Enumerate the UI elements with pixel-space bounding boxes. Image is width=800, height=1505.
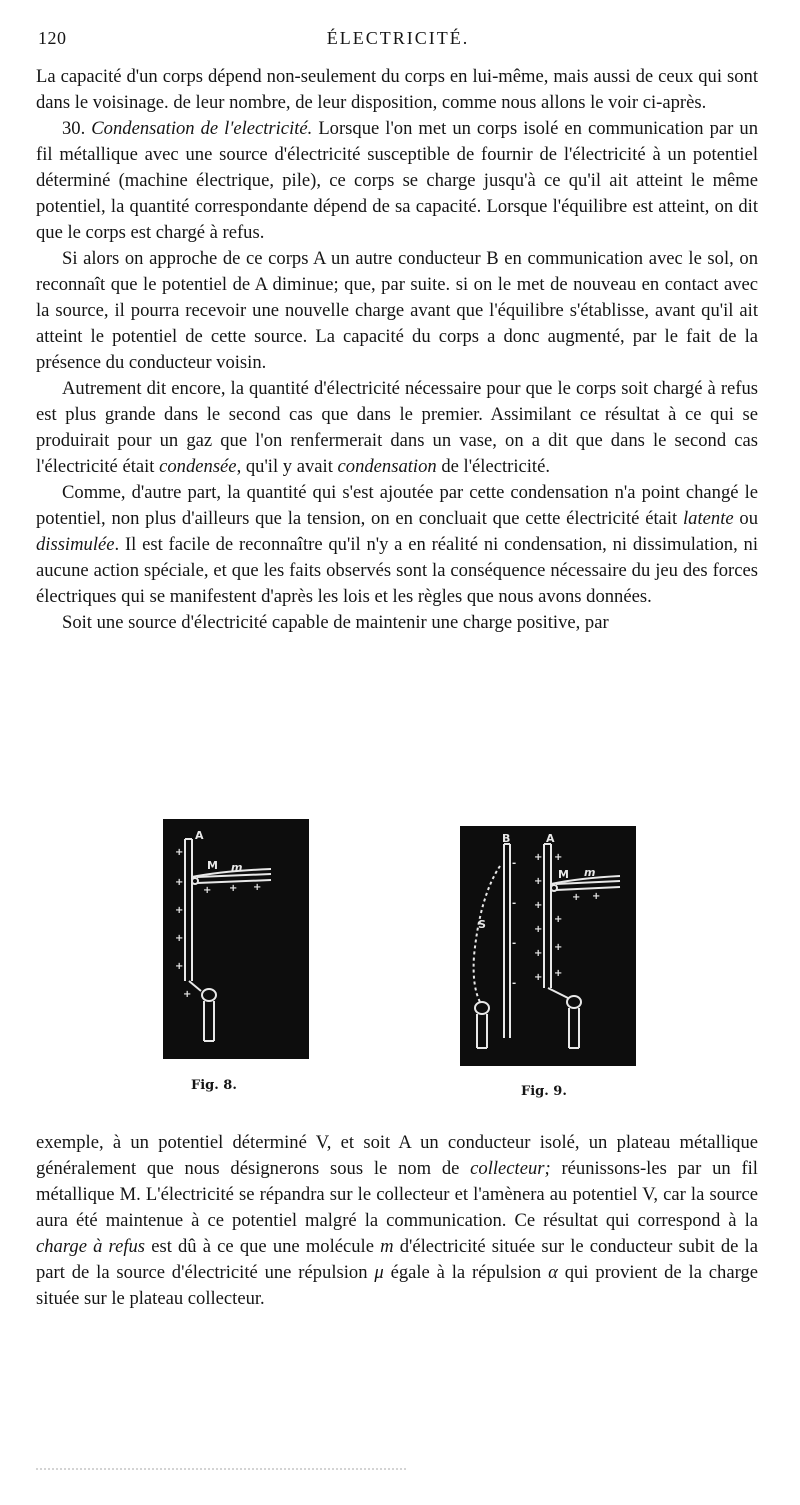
figure-8-caption: Fig. 8.: [191, 1078, 237, 1093]
minus-sign: -: [512, 898, 517, 909]
figure-9-caption: Fig. 9.: [521, 1084, 567, 1099]
paragraph-conductor-b: Si alors on approche de ce corps A un autre conducteur B en communication avec le sol, on reconnaît que le potentiel de A diminue; que, par suite. si on le met de nouveau en contact avec la source, il pourra recevoir une nouvelle charge avant que l'équilibre s'établisse, avant qu'il ait atteint le potentiel de cette source. La capacité du corps a donc augmenté, par le fait de la présence du conducteur voisin.: [36, 248, 758, 373]
label-m-lower: m: [231, 861, 243, 874]
section-number: 30.: [62, 118, 86, 139]
paragraph-section-30: [36, 116, 758, 246]
emphasis-charge-a-refus: charge à refus: [36, 1236, 146, 1257]
emphasis-m: m: [380, 1236, 394, 1257]
text-run: est dû à ce que une molécule: [151, 1236, 374, 1257]
plus-sign: +: [175, 847, 184, 858]
symbol-alpha: α: [548, 1262, 558, 1283]
text-run: qui provient de la charge située sur le plateau collecteur.: [36, 1262, 759, 1309]
text-run: de l'électricité.: [441, 456, 550, 477]
running-title: ÉLECTRICITÉ.: [326, 28, 470, 48]
emphasis-condensation: condensation: [337, 456, 437, 477]
plus-sign: +: [175, 877, 184, 888]
plus-sign: +: [203, 885, 212, 896]
section-title: Condensation de l'electricité.: [91, 118, 313, 139]
text-run: , qu'il y avait: [236, 456, 333, 477]
plus-sign: +: [175, 905, 184, 916]
paragraph-latent: [36, 480, 758, 610]
minus-sign: -: [512, 978, 517, 989]
plus-sign: +: [175, 961, 184, 972]
label-a: A: [195, 829, 204, 842]
label-m-upper: M: [558, 868, 569, 881]
text-run: ou: [739, 508, 758, 529]
paragraph-capacity: La capacité d'un corps dépend non-seulement du corps en lui-même, mais aussi de ceux qui sont dans le voisinage. de leur nombre, de leur disposition, comme nous allons le voir ci-après.: [36, 66, 758, 113]
plus-sign: +: [183, 989, 192, 1000]
emphasis-latente: latente: [683, 508, 734, 529]
label-m-lower: m: [584, 866, 596, 879]
text-run: . Il est facile de reconnaître qu'il n'y a en réalité ni condensation, ni dissimulation, ni aucune action spéciale, et que les faits observés sont la conséquence nécessaire du jeu des forces électriques qui se manifestent d'après les lois et les règles que nous avons données.: [36, 534, 758, 607]
label-b: B: [502, 832, 511, 845]
plus-sign: +: [229, 883, 238, 894]
plus-sign: +: [534, 924, 543, 935]
minus-sign: -: [512, 938, 517, 949]
paragraph-collector: [36, 1130, 758, 1312]
plus-sign: +: [592, 891, 601, 902]
plus-sign: +: [534, 948, 543, 959]
emphasis-condensee: condensée: [159, 456, 237, 477]
page-number: 120: [38, 28, 67, 48]
scan-artifact-line: [36, 1468, 406, 1472]
plus-sign: +: [572, 892, 581, 903]
text-run: égale à la répulsion: [390, 1262, 542, 1283]
plus-sign: +: [554, 968, 563, 979]
text-run: Autrement dit encore, la quantité d'électricité nécessaire pour que le corps soit chargé à refus est plus grande dans le second cas que dans le premier. Assimilant ce résultat à ce qui se produirait pour un gaz que l'on renfermerait dans un vase, on a dit que dans le second cas l'électricité était: [36, 378, 758, 477]
label-m-upper: M: [207, 859, 218, 872]
plus-sign: +: [554, 852, 563, 863]
paragraph-source: Soit une source d'électricité capable de maintenir une charge positive, par: [62, 612, 609, 633]
emphasis-dissimulee: dissimulée: [36, 534, 115, 555]
text-run: Comme, d'autre part, la quantité qui s'est ajoutée par cette condensation n'a point changé le potentiel, non plus d'ailleurs que la tension, on en concluait que cette électricité était: [36, 482, 758, 529]
plus-sign: +: [534, 852, 543, 863]
text-run: d'électricité située sur le conducteur subit de la part de la source d'électricité une répulsion: [36, 1236, 758, 1283]
plus-sign: +: [554, 942, 563, 953]
emphasis-collecteur: collecteur;: [470, 1158, 551, 1179]
body-text-bottom: [36, 1130, 758, 1312]
paragraph-condensation: [36, 376, 758, 480]
figure-8-drawing: [163, 819, 309, 1059]
plus-sign: +: [534, 900, 543, 911]
label-a: A: [546, 832, 555, 845]
section-body: Lorsque l'on met un corps isolé en communication par un fil métallique avec une source d'électricité susceptible de fournir de l'électricité à un potentiel déterminé (machine électrique, pile), ce corps se charge jusqu'à ce qu'il ait atteint le même potentiel, la quantité correspondante dépend de sa capacité. Lorsque l'équilibre est atteint, on dit que le corps est chargé à refus.: [36, 118, 758, 243]
page-header: [36, 28, 760, 54]
plus-sign: +: [534, 876, 543, 887]
label-s: S: [478, 918, 486, 931]
symbol-mu: μ: [374, 1262, 384, 1283]
plus-sign: +: [534, 972, 543, 983]
text-run: réunissons-les par un fil métallique M. L'électricité se répandra sur le collecteur et l'amènera au potentiel V, car la source aura été maintenue à ce potentiel malgré la communication. Ce résultat qui correspond à la: [36, 1158, 758, 1231]
minus-sign: -: [512, 858, 517, 869]
plus-sign: +: [253, 882, 262, 893]
figure-8: [163, 819, 309, 1059]
plus-sign: +: [175, 933, 184, 944]
plus-sign: +: [554, 914, 563, 925]
body-text-top: [36, 64, 758, 636]
text-run: exemple, à un potentiel déterminé V, et soit A un conducteur isolé, un plateau métallique généralement que nous désignerons sous le nom de: [36, 1132, 758, 1179]
figure-9: [460, 826, 636, 1066]
figure-9-drawing: [460, 826, 636, 1066]
